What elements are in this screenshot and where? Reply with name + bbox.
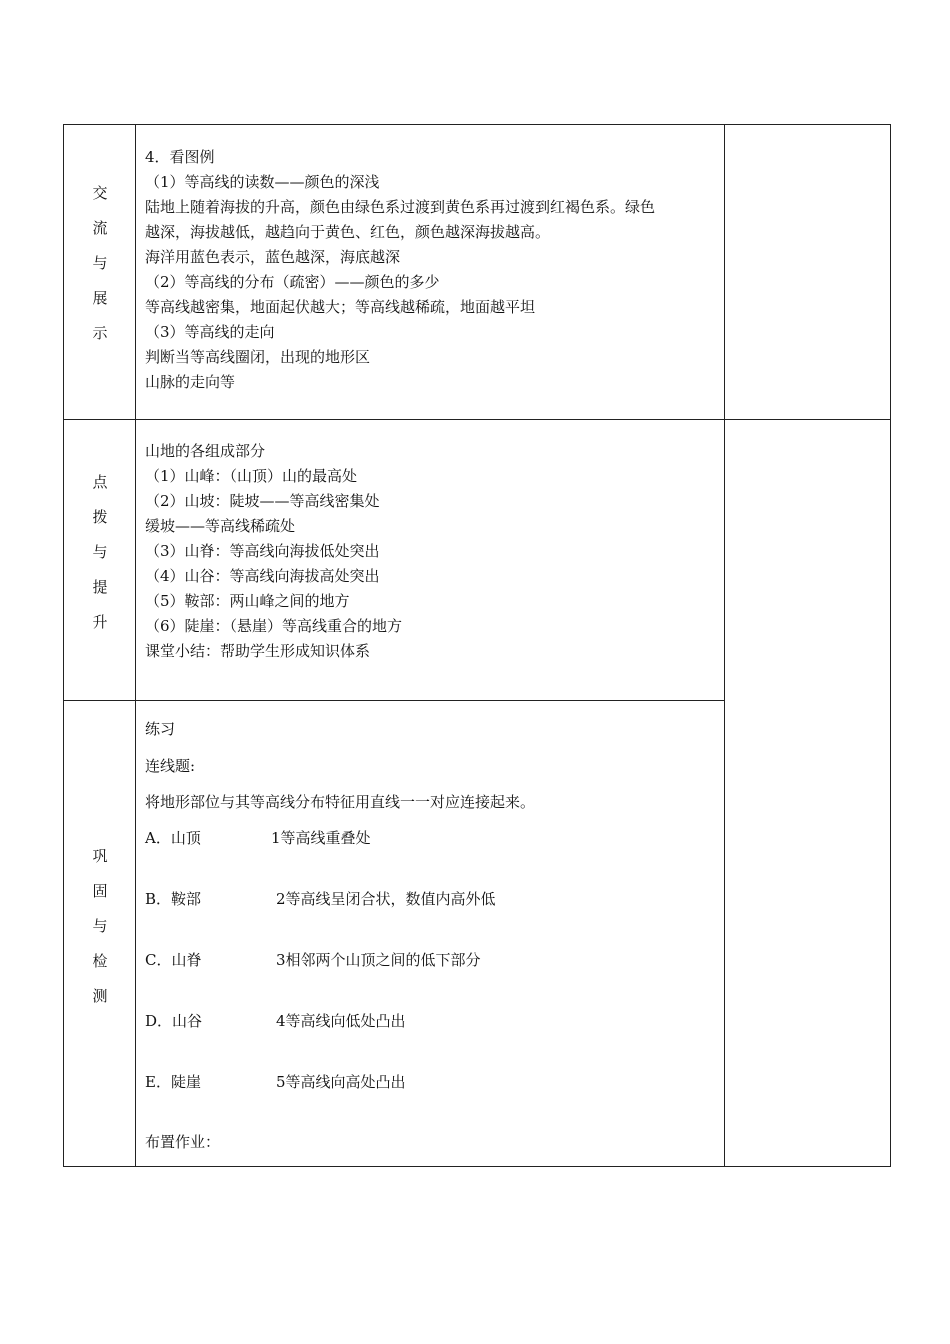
matching-pair	[145, 1070, 723, 1131]
pair-feature: 2等高线呈闭合状，数值内高外低	[276, 890, 496, 908]
label-char: 展	[92, 289, 108, 307]
homework-label: 布置作业：	[145, 1133, 221, 1151]
pair-feature: 3相邻两个山顶之间的低下部分	[276, 951, 481, 969]
content-line: 海洋用蓝色表示，蓝色越深，海底越深	[145, 248, 401, 266]
content-line: （1）山峰：（山顶）山的最高处	[145, 467, 358, 485]
column-divider	[724, 125, 725, 1166]
row-divider	[64, 700, 725, 701]
label-char: 与	[92, 254, 108, 272]
content-line: （5）鞍部：两山峰之间的地方	[145, 592, 350, 610]
content-line: 等高线越密集，地面起伏越大；等高线越稀疏，地面越平坦	[145, 298, 536, 316]
exercise-title: 练习	[145, 720, 176, 738]
content-line: 山脉的走向等	[145, 373, 236, 391]
label-char: 升	[92, 613, 108, 631]
exercise-instruction: 将地形部位与其等高线分布特征用直线一一对应连接起来。	[145, 793, 536, 811]
matching-pair	[145, 826, 723, 887]
matching-pair	[145, 1009, 723, 1070]
content-line: （2）山坡：陡坡——等高线密集处	[145, 492, 380, 510]
content-line: 判断当等高线圈闭，出现的地形区	[145, 348, 371, 366]
label-char: 固	[92, 882, 108, 900]
matching-pair	[145, 948, 723, 1009]
content-line: （4）山谷：等高线向海拔高处突出	[145, 567, 380, 585]
content-line: 陆地上随着海拔的升高，颜色由绿色系过渡到黄色系再过渡到红褐色系。绿色	[145, 198, 656, 216]
content-line: （1）等高线的读数——颜色的深浅	[145, 173, 380, 191]
content-line: （6）陡崖：（悬崖）等高线重合的地方	[145, 617, 403, 635]
pair-option: E．陡崖	[145, 1073, 201, 1091]
section-label-guidance	[64, 465, 136, 640]
label-char: 拨	[92, 508, 108, 526]
content-line: 山地的各组成部分	[145, 442, 266, 460]
label-char: 测	[92, 987, 108, 1005]
label-char: 检	[92, 952, 108, 970]
content-line: 越深，海拔越低，越趋向于黄色、红色，颜色越深海拔越高。	[145, 223, 551, 241]
label-char: 交	[92, 184, 108, 202]
matching-pairs	[145, 826, 723, 1131]
content-line: 缓坡——等高线稀疏处	[145, 517, 296, 535]
pair-option: B．鞍部	[145, 890, 202, 908]
label-char: 与	[92, 543, 108, 561]
pair-feature: 1等高线重叠处	[271, 829, 371, 847]
section-content-guidance	[145, 439, 723, 664]
label-char: 与	[92, 917, 108, 935]
pair-feature: 4等高线向低处凸出	[276, 1012, 406, 1030]
content-line: （2）等高线的分布（疏密）——颜色的多少	[145, 273, 440, 291]
pair-option: D．山谷	[145, 1012, 203, 1030]
pair-option: A．山顶	[145, 829, 201, 847]
section-content-practice	[145, 717, 723, 1154]
section-content-exchange	[145, 145, 723, 395]
label-char: 流	[92, 219, 108, 237]
pair-option: C．山脊	[145, 951, 202, 969]
section-label-practice	[64, 839, 136, 1014]
matching-pair	[145, 887, 723, 948]
content-line: 4．看图例	[145, 148, 215, 166]
exercise-subtitle: 连线题:	[145, 757, 196, 775]
content-line: 课堂小结：帮助学生形成知识体系	[145, 642, 371, 660]
label-char: 示	[92, 324, 108, 342]
label-char: 点	[92, 473, 108, 491]
pair-feature: 5等高线向高处凸出	[276, 1073, 406, 1091]
content-line: （3）山脊：等高线向海拔低处突出	[145, 542, 380, 560]
lesson-table	[63, 124, 891, 1167]
row-divider	[64, 419, 890, 420]
section-label-exchange	[64, 176, 136, 351]
label-char: 提	[92, 578, 108, 596]
label-char: 巩	[92, 847, 108, 865]
content-line: （3）等高线的走向	[145, 323, 275, 341]
